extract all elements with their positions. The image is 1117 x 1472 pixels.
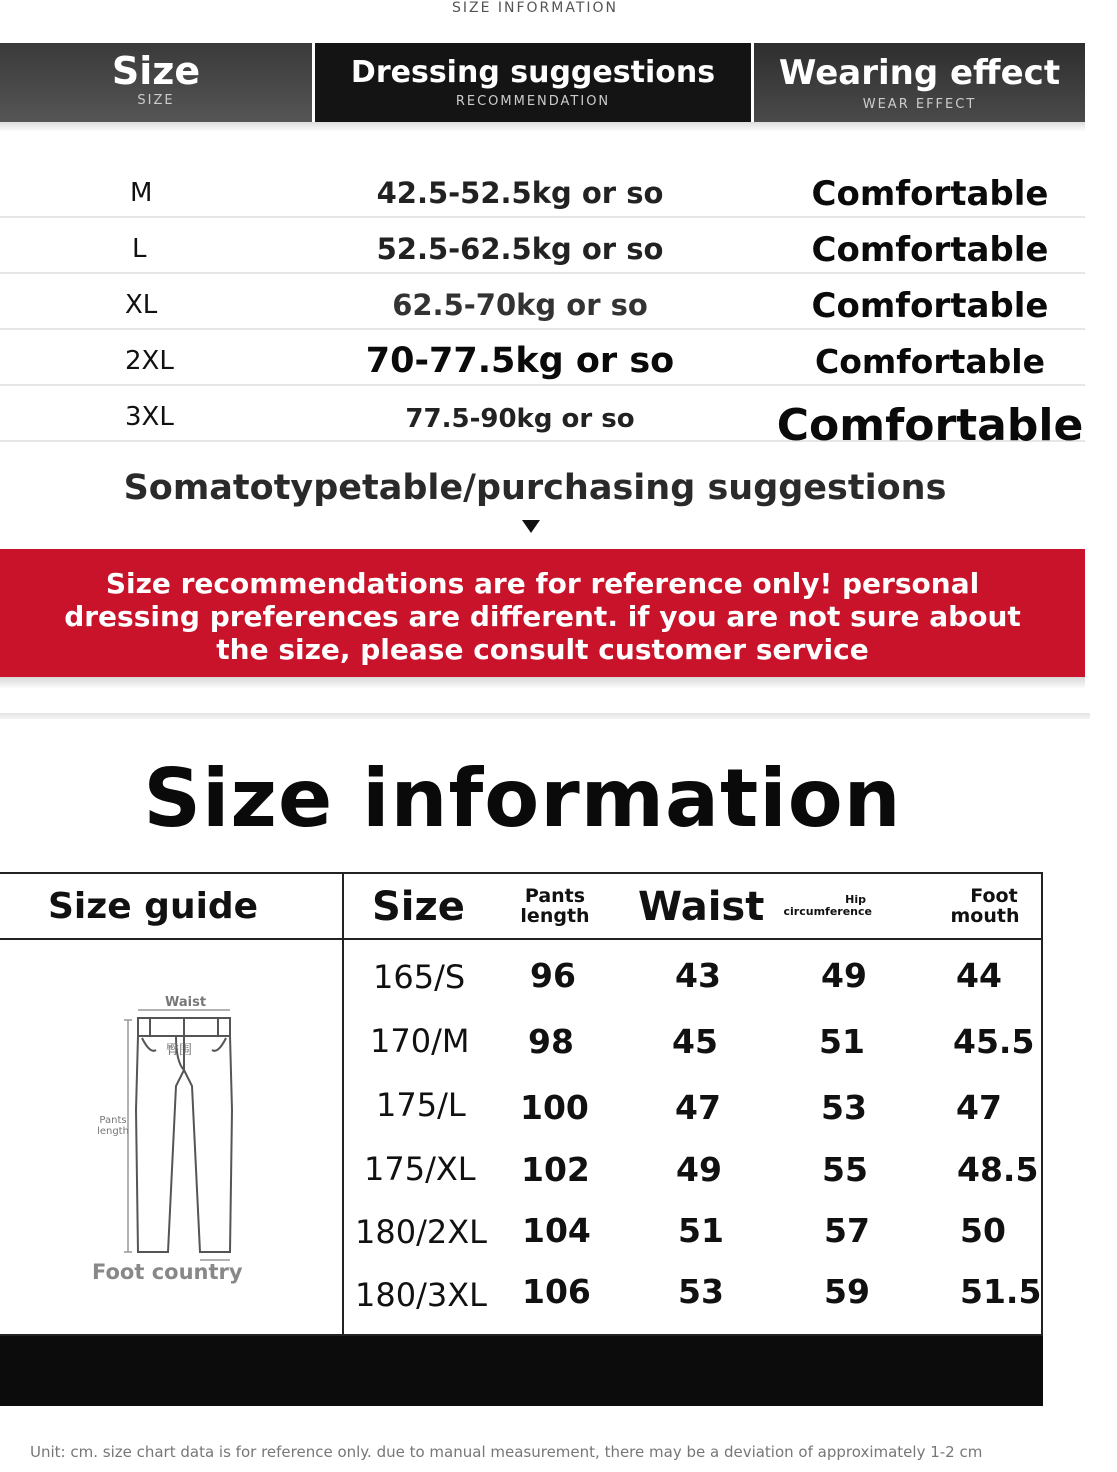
cell-foot: 51.5 <box>960 1272 1042 1311</box>
header-dressing <box>315 43 751 122</box>
cell-waist: 53 <box>678 1272 724 1311</box>
top-caption: SIZE INFORMATION <box>451 0 619 16</box>
down-triangle-icon <box>522 520 540 533</box>
rec-effect: Comfortable <box>811 286 1049 326</box>
cell-waist: 43 <box>675 956 721 995</box>
col-header-hip-line1: Hip <box>845 893 866 906</box>
cell-waist: 47 <box>675 1088 721 1127</box>
cell-foot: 50 <box>960 1211 1006 1250</box>
header-wearing-title: Wearing effect <box>778 53 1061 93</box>
cell-foot: 45.5 <box>953 1022 1035 1061</box>
recommendation-row <box>0 216 1085 274</box>
cell-hip: 49 <box>821 956 867 995</box>
header-dressing-title: Dressing suggestions <box>350 55 716 90</box>
size-information-title: Size information <box>143 752 902 845</box>
col-header-pants-line2: length <box>520 905 590 927</box>
banner-line: the size, please consult customer service <box>216 633 869 666</box>
recommendation-row <box>0 328 1085 386</box>
cell-pants: 98 <box>528 1022 574 1061</box>
col-header-hip-line2: circumference <box>783 905 872 918</box>
cell-size: 170/M <box>370 1022 470 1060</box>
cell-size: 180/2XL <box>355 1213 487 1251</box>
cell-size: 175/XL <box>364 1150 476 1188</box>
col-header-foot-line2: mouth <box>950 905 1020 927</box>
header-wearing-sub: WEAR EFFECT <box>862 97 977 112</box>
cell-foot: 44 <box>956 956 1002 995</box>
rec-weight: 62.5-70kg or so <box>392 288 648 322</box>
cell-size: 175/L <box>376 1086 466 1124</box>
header-size-title: Size <box>111 49 201 93</box>
diagram-foot-label: Foot country <box>92 1260 243 1284</box>
cell-foot: 48.5 <box>957 1150 1039 1189</box>
cell-hip: 53 <box>821 1088 867 1127</box>
header-size-sub: SIZE <box>137 93 175 108</box>
col-header-pants-line1: Pants <box>524 885 586 907</box>
cell-foot: 47 <box>956 1088 1002 1127</box>
recommendation-row <box>0 272 1085 330</box>
cell-pants: 100 <box>520 1088 589 1127</box>
rec-size: L <box>132 234 147 264</box>
diagram-waist-text: 臀围 <box>166 1043 193 1058</box>
cell-size: 180/3XL <box>355 1276 487 1314</box>
col-header-hip <box>782 894 872 918</box>
cell-hip: 59 <box>824 1272 870 1311</box>
cell-hip: 57 <box>824 1211 870 1250</box>
cell-hip: 51 <box>819 1022 865 1061</box>
diagram-pants-line1: Pants <box>99 1115 127 1126</box>
table-column-divider <box>342 872 344 1336</box>
diagram-waist-label: Waist <box>165 995 207 1010</box>
cell-pants: 106 <box>522 1272 591 1311</box>
cell-pants: 104 <box>522 1211 591 1250</box>
cell-waist: 49 <box>676 1150 722 1189</box>
rec-weight: 52.5-62.5kg or so <box>376 232 664 266</box>
banner-shadow <box>0 677 1085 689</box>
diagram-pants-line2: length <box>97 1126 129 1137</box>
recommendation-row <box>0 384 1085 451</box>
cell-pants: 96 <box>530 956 576 995</box>
rec-weight: 77.5-90kg or so <box>405 404 635 434</box>
rec-effect: Comfortable <box>811 174 1049 214</box>
rec-effect: Comfortable <box>815 342 1045 381</box>
rec-effect: Comfortable <box>776 400 1084 451</box>
somatotype-title: Somatotypetable/purchasing suggestions <box>123 468 947 508</box>
reference-banner <box>0 549 1085 677</box>
rec-effect: Comfortable <box>811 230 1049 270</box>
header-size <box>0 43 312 122</box>
col-header-foot-line1: Foot <box>970 885 1018 907</box>
black-bar <box>0 1336 1043 1406</box>
rec-weight: 70-77.5kg or so <box>365 341 675 381</box>
size-guide-title: Size guide <box>48 886 259 927</box>
cell-waist: 51 <box>678 1211 724 1250</box>
banner-line: Size recommendations are for reference only! personal <box>105 567 980 600</box>
rec-weight: 42.5-52.5kg or so <box>376 176 664 210</box>
rec-size: XL <box>125 290 158 320</box>
diagram-pants-length-label <box>88 1115 138 1137</box>
cell-waist: 45 <box>672 1022 718 1061</box>
rec-size: M <box>130 178 153 208</box>
footnote: Unit: cm. size chart data is for reference only. due to manual measurement, there may be a deviation of approximately 1-2 cm <box>30 1443 983 1461</box>
cell-size: 165/S <box>373 958 466 996</box>
col-header-pants-length <box>515 886 595 926</box>
rec-size: 2XL <box>125 346 174 376</box>
header-dressing-sub: RECOMMENDATION <box>455 94 611 109</box>
cell-pants: 102 <box>521 1150 590 1189</box>
recommendation-row <box>0 160 1085 218</box>
header-shadow <box>0 122 1085 132</box>
table-header-divider <box>0 938 1043 940</box>
banner-line: dressing preferences are different. if you are not sure about <box>64 600 1021 633</box>
col-header-waist: Waist <box>638 884 765 930</box>
cell-hip: 55 <box>822 1150 868 1189</box>
col-header-foot-mouth <box>940 886 1030 926</box>
section-divider <box>0 713 1090 719</box>
rec-size: 3XL <box>125 402 174 432</box>
col-header-size: Size <box>372 884 465 930</box>
header-wearing <box>754 43 1085 122</box>
